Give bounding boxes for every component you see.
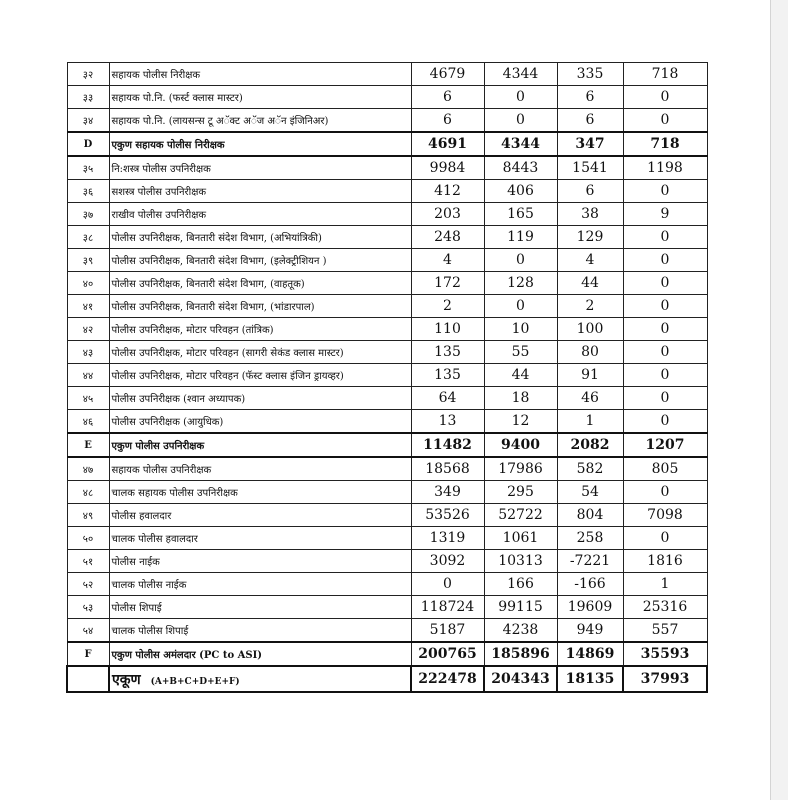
value-excess: 718 bbox=[623, 63, 707, 86]
table-row bbox=[67, 86, 707, 109]
value-vacant: 2082 bbox=[557, 433, 623, 457]
table-row bbox=[67, 619, 707, 643]
value-excess: 0 bbox=[623, 410, 707, 434]
value-sanctioned: 172 bbox=[411, 272, 484, 295]
value-filled: 4344 bbox=[484, 132, 557, 156]
value-filled: 165 bbox=[484, 203, 557, 226]
grand-total-value-3: 18135 bbox=[557, 666, 623, 692]
table-row bbox=[67, 596, 707, 619]
value-filled: 0 bbox=[484, 86, 557, 109]
table-row bbox=[67, 387, 707, 410]
table-row bbox=[67, 481, 707, 504]
value-sanctioned: 64 bbox=[411, 387, 484, 410]
row-id: ५० bbox=[67, 527, 109, 550]
table-row bbox=[67, 156, 707, 180]
table-row bbox=[67, 318, 707, 341]
row-id: ४१ bbox=[67, 295, 109, 318]
value-filled: 9400 bbox=[484, 433, 557, 457]
grand-total-formula: (A+B+C+D+E+F) bbox=[150, 676, 240, 687]
grand-total-value-2: 204343 bbox=[484, 666, 557, 692]
value-sanctioned: 2 bbox=[411, 295, 484, 318]
table-row bbox=[67, 249, 707, 272]
value-filled: 4238 bbox=[484, 619, 557, 643]
value-vacant: -166 bbox=[557, 573, 623, 596]
row-id: ५३ bbox=[67, 596, 109, 619]
row-label: चालक सहायक पोलीस उपनिरीक्षक bbox=[109, 481, 411, 504]
value-filled: 406 bbox=[484, 180, 557, 203]
value-excess: 0 bbox=[623, 180, 707, 203]
row-id: ४७ bbox=[67, 457, 109, 481]
table-row bbox=[67, 550, 707, 573]
row-label: नि:शस्त्र पोलीस उपनिरीक्षक bbox=[109, 156, 411, 180]
grand-total-value-1: 222478 bbox=[411, 666, 484, 692]
value-vacant: 80 bbox=[557, 341, 623, 364]
value-sanctioned: 203 bbox=[411, 203, 484, 226]
value-vacant: 54 bbox=[557, 481, 623, 504]
value-vacant: 100 bbox=[557, 318, 623, 341]
value-excess: 9 bbox=[623, 203, 707, 226]
value-excess: 0 bbox=[623, 226, 707, 249]
value-excess: 0 bbox=[623, 295, 707, 318]
value-filled: 55 bbox=[484, 341, 557, 364]
value-sanctioned: 4 bbox=[411, 249, 484, 272]
value-filled: 128 bbox=[484, 272, 557, 295]
table-row bbox=[67, 203, 707, 226]
value-excess: 0 bbox=[623, 249, 707, 272]
value-excess: 805 bbox=[623, 457, 707, 481]
value-excess: 25316 bbox=[623, 596, 707, 619]
table-row bbox=[67, 272, 707, 295]
value-excess: 7098 bbox=[623, 504, 707, 527]
value-vacant: 19609 bbox=[557, 596, 623, 619]
table-row bbox=[67, 364, 707, 387]
value-vacant: 2 bbox=[557, 295, 623, 318]
row-label: पोलीस उपनिरीक्षक, मोटार परिवहन (तांत्रिक) bbox=[109, 318, 411, 341]
value-filled: 0 bbox=[484, 109, 557, 133]
row-label: पोलीस उपनिरीक्षक (आयुधिक) bbox=[109, 410, 411, 434]
value-sanctioned: 412 bbox=[411, 180, 484, 203]
value-excess: 0 bbox=[623, 387, 707, 410]
value-filled: 44 bbox=[484, 364, 557, 387]
row-id: D bbox=[67, 132, 109, 156]
value-sanctioned: 5187 bbox=[411, 619, 484, 643]
value-vacant: 582 bbox=[557, 457, 623, 481]
row-id: ४४ bbox=[67, 364, 109, 387]
grand-total-id-cell bbox=[67, 666, 109, 692]
grand-total-value-4: 37993 bbox=[623, 666, 707, 692]
row-label: चालक पोलीस हवालदार bbox=[109, 527, 411, 550]
row-label: पोलीस शिपाई bbox=[109, 596, 411, 619]
value-filled: 119 bbox=[484, 226, 557, 249]
value-filled: 99115 bbox=[484, 596, 557, 619]
value-vacant: 6 bbox=[557, 180, 623, 203]
row-id: ४६ bbox=[67, 410, 109, 434]
value-filled: 1061 bbox=[484, 527, 557, 550]
value-excess: 1816 bbox=[623, 550, 707, 573]
value-filled: 295 bbox=[484, 481, 557, 504]
row-label: पोलीस उपनिरीक्षक, बिनतारी संदेश विभाग, (इलेक्ट्रीशियन ) bbox=[109, 249, 411, 272]
value-vacant: 335 bbox=[557, 63, 623, 86]
value-filled: 0 bbox=[484, 295, 557, 318]
row-label: चालक पोलीस नाईक bbox=[109, 573, 411, 596]
value-vacant: 38 bbox=[557, 203, 623, 226]
row-id: ४३ bbox=[67, 341, 109, 364]
row-id: ४५ bbox=[67, 387, 109, 410]
value-sanctioned: 349 bbox=[411, 481, 484, 504]
table-row bbox=[67, 573, 707, 596]
value-sanctioned: 4691 bbox=[411, 132, 484, 156]
value-vacant: 1541 bbox=[557, 156, 623, 180]
row-id: ३३ bbox=[67, 86, 109, 109]
value-filled: 185896 bbox=[484, 642, 557, 666]
row-label: पोलीस उपनिरीक्षक, बिनतारी संदेश विभाग, (भांडारपाल) bbox=[109, 295, 411, 318]
value-filled: 166 bbox=[484, 573, 557, 596]
value-excess: 557 bbox=[623, 619, 707, 643]
value-filled: 12 bbox=[484, 410, 557, 434]
police-posts-table bbox=[66, 62, 708, 693]
table-row bbox=[67, 180, 707, 203]
table-row bbox=[67, 295, 707, 318]
subtotal-row bbox=[67, 642, 707, 666]
value-excess: 0 bbox=[623, 272, 707, 295]
row-id: ३८ bbox=[67, 226, 109, 249]
table-row bbox=[67, 457, 707, 481]
value-filled: 52722 bbox=[484, 504, 557, 527]
value-sanctioned: 6 bbox=[411, 109, 484, 133]
table-row bbox=[67, 410, 707, 434]
value-vacant: 44 bbox=[557, 272, 623, 295]
row-id: ३४ bbox=[67, 109, 109, 133]
row-id: ४० bbox=[67, 272, 109, 295]
value-vacant: 6 bbox=[557, 86, 623, 109]
row-label: सशस्त्र पोलीस उपनिरीक्षक bbox=[109, 180, 411, 203]
row-label: पोलीस उपनिरीक्षक, मोटार परिवहन (फॅस्ट क्लास इंजिन ड्रायव्हर) bbox=[109, 364, 411, 387]
value-excess: 718 bbox=[623, 132, 707, 156]
value-filled: 0 bbox=[484, 249, 557, 272]
row-id: ३६ bbox=[67, 180, 109, 203]
row-id: E bbox=[67, 433, 109, 457]
row-label: पोलीस उपनिरीक्षक (श्वान अध्यापक) bbox=[109, 387, 411, 410]
value-vacant: 129 bbox=[557, 226, 623, 249]
table-row bbox=[67, 527, 707, 550]
table-row bbox=[67, 63, 707, 86]
value-sanctioned: 1319 bbox=[411, 527, 484, 550]
value-vacant: 6 bbox=[557, 109, 623, 133]
value-vacant: 258 bbox=[557, 527, 623, 550]
value-excess: 0 bbox=[623, 341, 707, 364]
table-body bbox=[67, 63, 707, 693]
row-label: पोलीस उपनिरीक्षक, मोटार परिवहन (सागरी सेकंड क्लास मास्टर) bbox=[109, 341, 411, 364]
value-sanctioned: 3092 bbox=[411, 550, 484, 573]
value-sanctioned: 248 bbox=[411, 226, 484, 249]
row-id: ४२ bbox=[67, 318, 109, 341]
value-sanctioned: 0 bbox=[411, 573, 484, 596]
value-sanctioned: 13 bbox=[411, 410, 484, 434]
row-id: ३९ bbox=[67, 249, 109, 272]
row-id: ५२ bbox=[67, 573, 109, 596]
value-filled: 8443 bbox=[484, 156, 557, 180]
value-excess: 0 bbox=[623, 481, 707, 504]
value-vacant: -7221 bbox=[557, 550, 623, 573]
grand-total-row bbox=[67, 666, 707, 692]
grand-total-label-cell bbox=[109, 666, 411, 692]
value-filled: 17986 bbox=[484, 457, 557, 481]
row-id: ४८ bbox=[67, 481, 109, 504]
value-vacant: 4 bbox=[557, 249, 623, 272]
row-label: राखीव पोलीस उपनिरीक्षक bbox=[109, 203, 411, 226]
row-label: एकुण सहायक पोलीस निरीक्षक bbox=[109, 132, 411, 156]
grand-total-label: एकूण bbox=[112, 671, 141, 688]
value-excess: 0 bbox=[623, 318, 707, 341]
row-label: चालक पोलीस शिपाई bbox=[109, 619, 411, 643]
value-sanctioned: 9984 bbox=[411, 156, 484, 180]
row-label: सहायक पो.नि. (लायसन्स टू अॅक्ट अॅज अॅन इंजिनिअर) bbox=[109, 109, 411, 133]
value-excess: 0 bbox=[623, 527, 707, 550]
row-id: ५४ bbox=[67, 619, 109, 643]
value-sanctioned: 118724 bbox=[411, 596, 484, 619]
value-filled: 10313 bbox=[484, 550, 557, 573]
subtotal-row bbox=[67, 132, 707, 156]
value-filled: 18 bbox=[484, 387, 557, 410]
value-vacant: 949 bbox=[557, 619, 623, 643]
value-excess: 35593 bbox=[623, 642, 707, 666]
value-sanctioned: 11482 bbox=[411, 433, 484, 457]
row-label: एकुण पोलीस उपनिरीक्षक bbox=[109, 433, 411, 457]
value-filled: 4344 bbox=[484, 63, 557, 86]
value-excess: 1 bbox=[623, 573, 707, 596]
value-excess: 1207 bbox=[623, 433, 707, 457]
table-row bbox=[67, 341, 707, 364]
row-id: ३५ bbox=[67, 156, 109, 180]
value-vacant: 46 bbox=[557, 387, 623, 410]
table-row bbox=[67, 226, 707, 249]
value-filled: 10 bbox=[484, 318, 557, 341]
row-id: ५१ bbox=[67, 550, 109, 573]
row-label: सहायक पो.नि. (फर्स्ट क्लास मास्टर) bbox=[109, 86, 411, 109]
row-id: ४९ bbox=[67, 504, 109, 527]
table-row bbox=[67, 504, 707, 527]
value-sanctioned: 6 bbox=[411, 86, 484, 109]
value-excess: 1198 bbox=[623, 156, 707, 180]
row-label: सहायक पोलीस उपनिरीक्षक bbox=[109, 457, 411, 481]
value-excess: 0 bbox=[623, 86, 707, 109]
subtotal-row bbox=[67, 433, 707, 457]
value-vacant: 804 bbox=[557, 504, 623, 527]
table-row bbox=[67, 109, 707, 133]
row-label: एकुण पोलीस अमंलदार (PC to ASI) bbox=[109, 642, 411, 666]
row-id: ३२ bbox=[67, 63, 109, 86]
value-excess: 0 bbox=[623, 364, 707, 387]
row-id: F bbox=[67, 642, 109, 666]
value-sanctioned: 135 bbox=[411, 341, 484, 364]
value-vacant: 91 bbox=[557, 364, 623, 387]
row-label: सहायक पोलीस निरीक्षक bbox=[109, 63, 411, 86]
value-vacant: 14869 bbox=[557, 642, 623, 666]
value-sanctioned: 135 bbox=[411, 364, 484, 387]
row-label: पोलीस उपनिरीक्षक, बिनतारी संदेश विभाग, (वाहतूक) bbox=[109, 272, 411, 295]
value-vacant: 1 bbox=[557, 410, 623, 434]
row-label: पोलीस नाईक bbox=[109, 550, 411, 573]
value-sanctioned: 200765 bbox=[411, 642, 484, 666]
value-sanctioned: 4679 bbox=[411, 63, 484, 86]
row-label: पोलीस उपनिरीक्षक, बिनतारी संदेश विभाग, (अभियांत्रिकी) bbox=[109, 226, 411, 249]
value-sanctioned: 53526 bbox=[411, 504, 484, 527]
value-excess: 0 bbox=[623, 109, 707, 133]
row-label: पोलीस हवालदार bbox=[109, 504, 411, 527]
row-id: ३७ bbox=[67, 203, 109, 226]
value-sanctioned: 18568 bbox=[411, 457, 484, 481]
value-vacant: 347 bbox=[557, 132, 623, 156]
value-sanctioned: 110 bbox=[411, 318, 484, 341]
